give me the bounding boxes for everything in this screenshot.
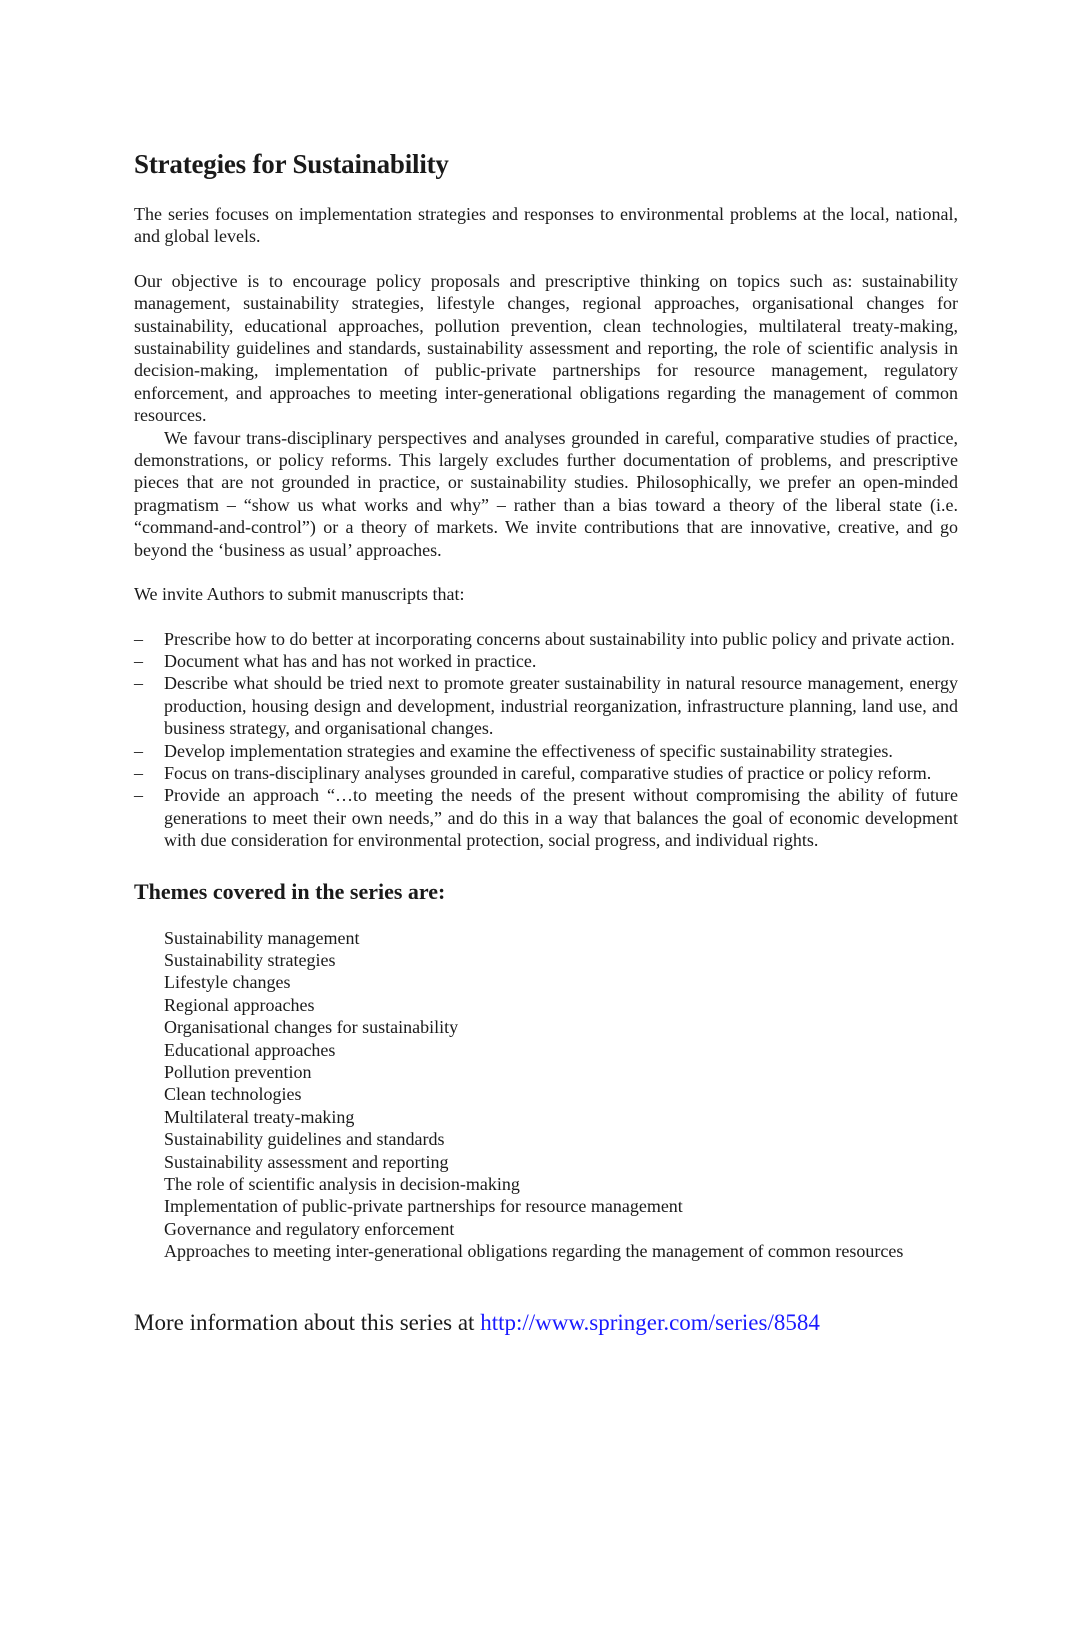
list-item: Educational approaches [164, 1039, 336, 1060]
list-item: Clean technologies [164, 1084, 302, 1105]
list-item: Organisational changes for sustainability [164, 1017, 459, 1038]
invite-paragraph: We invite Authors to submit manuscripts that: [134, 584, 465, 605]
dash-marker: – [134, 673, 143, 694]
list-item: Lifestyle changes [164, 972, 291, 993]
list-item: – Develop implementation strategies and examine the effectiveness of specific sustainability strategies. [134, 740, 893, 761]
list-item: Sustainability assessment and reporting [164, 1151, 449, 1172]
list-item: Governance and regulatory enforcement [164, 1218, 455, 1239]
list-item: – Describe what should be tried next to promote greater sustainability in natural resource management, energy production, housing design and development, industrial reorganization, infrastructure planning, land use, and business strategy, and organisational changes. [134, 673, 958, 739]
favour-paragraph: We favour trans-disciplinary perspectives and analyses grounded in careful, comparative studies of practice, demonstrations, or policy reforms. This largely excludes further documentation of problems, and prescriptive pieces that are not grounded in practice, or sustainability studies. Philosophically, we prefer an open-minded pragmatism – “show us what works and why” – rather than a bias toward a theory of the liberal state (i.e. “command-and-control”) or a theory of markets. We invite contributions that are innovative, creative, and go beyond the ‘business as usual’ approaches. [134, 427, 958, 560]
series-link[interactable]: http://www.springer.com/series/8584 [480, 1309, 820, 1335]
list-item: – Provide an approach “…to meeting the needs of the present without compromising the ability of future generations to meet their own needs,” and do this in a way that balances the goal of economic development with due consideration for environmental protection, social progress, and individual rights. [134, 785, 958, 851]
list-item: – Document what has and has not worked in practice. [134, 650, 537, 671]
dash-marker: – [134, 628, 143, 649]
dash-marker: – [134, 785, 143, 806]
intro-paragraph: The series focuses on implementation strategies and responses to environmental problems at the local, national, and global levels. [134, 204, 958, 247]
dash-marker: – [134, 650, 143, 671]
list-item: Pollution prevention [164, 1062, 312, 1082]
more-info-line [134, 1308, 958, 1338]
list-item: Regional approaches [164, 994, 315, 1015]
themes-heading: Themes covered in the series are: [134, 878, 446, 904]
list-item: – Focus on trans-disciplinary analyses grounded in careful, comparative studies of practice or policy reform. [134, 762, 932, 783]
list-item: The role of scientific analysis in decision-making [164, 1174, 520, 1195]
list-item: Sustainability management [164, 927, 360, 948]
list-item: Sustainability strategies [164, 949, 336, 970]
themes-list [134, 927, 958, 1263]
list-item: Sustainability guidelines and standards [164, 1129, 445, 1150]
list-item: Multilateral treaty-making [164, 1106, 355, 1127]
more-info-text: More information about this series at [134, 1309, 481, 1335]
series-page [134, 146, 958, 1338]
manuscript-criteria-list [134, 628, 958, 852]
list-item: Implementation of public-private partnerships for resource management [164, 1196, 683, 1217]
list-item: – Prescribe how to do better at incorporating concerns about sustainability into public policy and private action. [134, 628, 955, 649]
dash-marker: – [134, 762, 143, 783]
page-title: Strategies for Sustainability [134, 149, 449, 179]
dash-marker: – [134, 740, 143, 761]
list-item: Approaches to meeting inter-generational obligations regarding the management of common resources [164, 1241, 904, 1262]
objective-paragraph: Our objective is to encourage policy proposals and prescriptive thinking on topics such as: sustainability management, sustainability strategies, lifestyle changes, regional approaches, organisational changes for sustainability, educational approaches, pollution prevention, clean technologies, multilateral treaty-making, sustainability guidelines and standards, sustainability assessment and reporting, the role of scientific analysis in decision-making, implementation of public-private partnerships for resource management, regulatory enforcement, and approaches to meeting inter-generational obligations regarding the management of common resources. [134, 270, 958, 426]
